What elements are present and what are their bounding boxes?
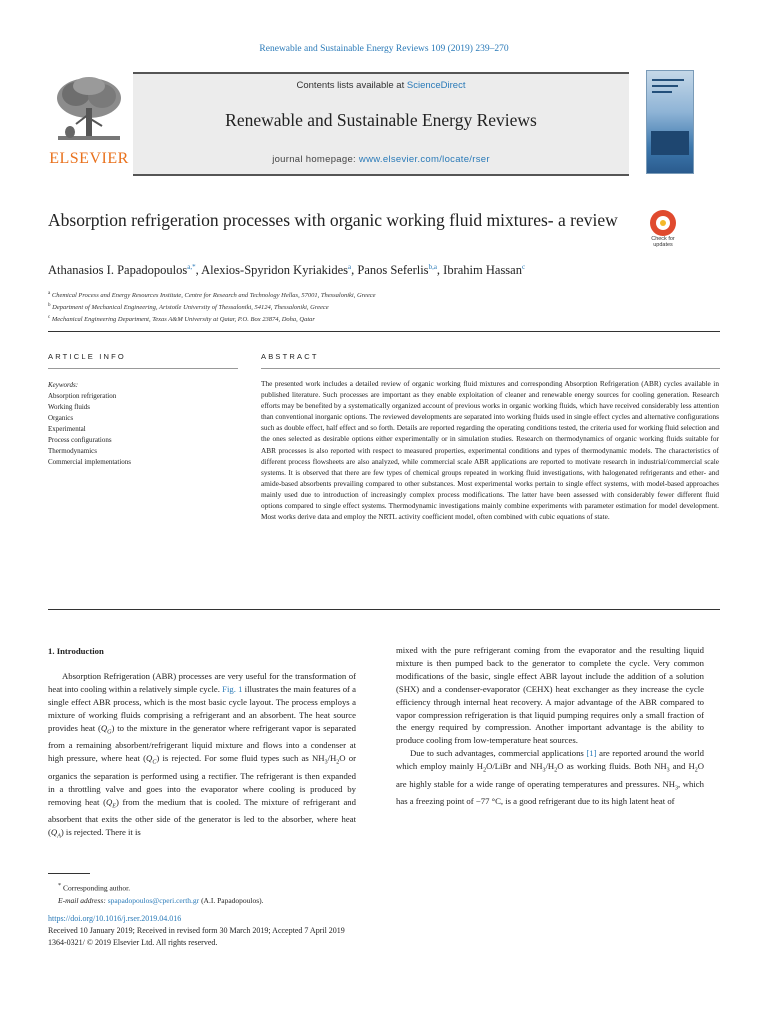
publisher-name: ELSEVIER <box>49 150 129 167</box>
keyword: Commercial implementations <box>48 458 132 466</box>
keyword: Organics <box>48 414 74 422</box>
journal-title: Renewable and Sustainable Energy Reviews <box>225 110 537 130</box>
keyword: Experimental <box>48 425 86 433</box>
author-email-link[interactable]: spapadopoulos@cperi.certh.gr <box>107 895 200 905</box>
keywords-label: Keywords: <box>48 381 79 389</box>
elsevier-tree-icon <box>52 74 126 146</box>
body-paragraph: Absorption Refrigeration (ABR) processes are very useful for the transformation of heat into cooling within a relatively simple cycle. Fig. 1 illustrates the main features of a single effect ABR process, which is the most basic cycle layout. The process employs a mixture of working fluids comprising a refrigerant and an absorbent. The heat source provides heat $(Q_G)$ to the mixture in the generator where refrigerant vapor is separated from a remaining absorbent/refrigerant liquid mixture and flows into a condenser at high pressure, where heat $(Q_C)$ is rejected. For some fluid types such as $NH_3/H_2O$ or organics the separation is performed using a rectifier. The refrigerant is then expanded in a throttling valve and goes into the evaporator where cooling is produced by removing heat $(Q_E)$ from the medium that is cooled. The mixture of refrigerant and absorbent that exits the other side of the generator is led to the absorber, where heat $(Q_A)$ is rejected. There it is <box>48 670 356 840</box>
footnotes <box>48 880 448 907</box>
body-column-right <box>396 644 704 808</box>
affiliations <box>48 289 688 325</box>
crossmark-label: Check for updates <box>651 236 675 248</box>
keyword: Thermodynamics <box>48 447 97 455</box>
article-info-heading: ARTICLE INFO <box>48 352 126 361</box>
homepage-prefix: journal homepage: <box>272 154 359 165</box>
corresponding-author-note: * Corresponding author. <box>58 882 131 893</box>
figure-link[interactable]: Fig. 1 <box>222 683 243 694</box>
article-title: Absorption refrigeration processes with organic working fluid mixtures- a review <box>48 210 618 230</box>
check-for-updates-badge[interactable] <box>643 210 683 250</box>
author-list: Athanasios I. Papadopoulos$^{a,*}$, Alexios-Spyridon Kyriakides$^a$, Panos Seferlis$^{b,a}$, Ibrahim Hassan$^c$ <box>48 263 526 278</box>
copyright-line: 1364-0321/ © 2019 Elsevier Ltd. All rights reserved. <box>48 938 218 947</box>
author-affil-mark[interactable]: a,* <box>187 263 196 271</box>
author-affil-mark[interactable]: c <box>521 263 526 271</box>
divider <box>48 331 720 332</box>
abstract-text: The presented work includes a detailed review of organic working fluid mixtures and corresponding Absorption Refrigeration (ABR) cycles available in published literature. Such processes are important as they enable exploitation of cleaner and renewable energy sources for cooling generation. Research efforts may be benefited by a systematically organized account of previous works in organic working fluids, which have received considerably less attention than conventional inorganic options. The reviewed developments are separated into working fluids used in single effect cycles and alternative configurations such as double effect, half effect and so forth. Details are reported regarding the operating conditions tested, the criteria used for working fluid selection and the ones selected as desirable options either experimentally or in simulation studies. Research on thermodynamics of organic working fluids suitable for ABR processes is also reported with respect to measured properties, experimental conditions and types of thermodynamic models. The characteristics of different process flowsheets are also analyzed, while commercial scale ABR applications are reported to motivate research in industrial/commercial scale systems. It is observed that there are few types of chemical groups repeated in working fluid investigations, with halogenated refrigerants and ether- and amide-based absorbents prevailing compared to other substances. Most experimental works pertain to single effect systems, with model-based approaches mainly used due to introduction of increasingly complex process modifications. The latter have been assessed with considerably fewer different fluid options compared to single effect systems. Thermodynamic investigations mainly combine experiments with parameter estimation for model development. Most works derive data and employ the NRTL activity coefficient model, often combined with cubic equations of state. <box>261 379 719 522</box>
divider <box>261 368 720 369</box>
author-name[interactable]: Ibrahim Hassan <box>443 263 522 278</box>
abstract-heading: ABSTRACT <box>261 352 319 361</box>
affiliation-item: $^a$ Chemical Process and Energy Resources Institute, Centre for Research and Technology Hellas, 57001, Thessaloniki, Greece <box>48 291 376 300</box>
author-name[interactable]: Panos Seferlis <box>357 263 429 278</box>
journal-cover-thumbnail[interactable] <box>646 70 694 174</box>
journal-band <box>133 72 629 176</box>
body-paragraph: Due to such advantages, commercial applications [1] are reported around the world which employ mainly $H_2O$/LiBr and $NH_3/H_2O$ as working fluids. Both $NH_3$ and $H_2O$ are highly stable for a wide range of operating temperatures and pressures. $NH_3$, which has a freezing point of −77 °C, is a good refrigerant due to its high latent heat of <box>396 748 705 807</box>
author-name[interactable]: Alexios-Spyridon Kyriakides <box>201 263 349 278</box>
body-column-left <box>48 645 356 844</box>
article-footer <box>48 913 548 949</box>
author-name[interactable]: Athanasios I. Papadopoulos <box>48 263 188 278</box>
footnote-divider <box>48 873 90 874</box>
keyword: Absorption refrigeration <box>48 392 117 400</box>
contents-line <box>133 80 629 91</box>
body-paragraph: mixed with the pure refrigerant coming from the evaporator and the resulting liquid mixture is then pumped back to the generator to complete the cycle. Very common modifications of the basic, single effect ABR layout include the addition of a solution (SHX) and a condenser-evaporator (CEHX) heat exchanger as they increase the cycle efficiency through internal heat recovery. A major advantage of the ABR compared to vapor compression refrigeration is that liquid pumping requires only a small fraction of the energy required by compression. Another important advantage is the ability to produce cooling from low-temperature heat sources. <box>396 645 704 746</box>
keyword: Working fluids <box>48 403 91 411</box>
journal-citation[interactable]: Renewable and Sustainable Energy Reviews 109 (2019) 239–270 <box>259 44 509 54</box>
reference-link[interactable]: [1] <box>586 748 597 759</box>
author-affil-mark[interactable]: a <box>348 263 352 271</box>
email-note: E-mail address: spapadopoulos@cperi.certh.gr (A.I. Papadopoulos). <box>58 895 264 905</box>
introduction-heading: 1. Introduction <box>48 646 104 656</box>
received-dates: Received 10 January 2019; Received in revised form 30 March 2019; Accepted 7 April 2019 <box>48 926 345 935</box>
keywords-block <box>48 380 228 468</box>
divider <box>48 368 238 369</box>
elsevier-logo[interactable] <box>48 70 130 170</box>
sciencedirect-link[interactable]: ScienceDirect <box>406 80 466 91</box>
journal-masthead <box>48 70 724 176</box>
affiliation-item: $^b$ Department of Mechanical Engineering, Aristotle University of Thessaloniki, 54124, Thessaloniki, Greece <box>48 303 329 312</box>
contents-prefix: Contents lists available at <box>296 80 407 91</box>
affiliation-item: $^c$ Mechanical Engineering Department, Texas A&M University at Qatar, P.O. Box 23874, Doha, Qatar <box>48 315 315 324</box>
journal-homepage <box>133 154 629 165</box>
divider <box>48 609 720 610</box>
homepage-link[interactable]: www.elsevier.com/locate/rser <box>358 154 490 165</box>
author-affil-mark[interactable]: b,a <box>428 263 437 271</box>
keyword: Process configurations <box>48 436 112 444</box>
doi-link[interactable]: https://doi.org/10.1016/j.rser.2019.04.016 <box>48 914 182 923</box>
